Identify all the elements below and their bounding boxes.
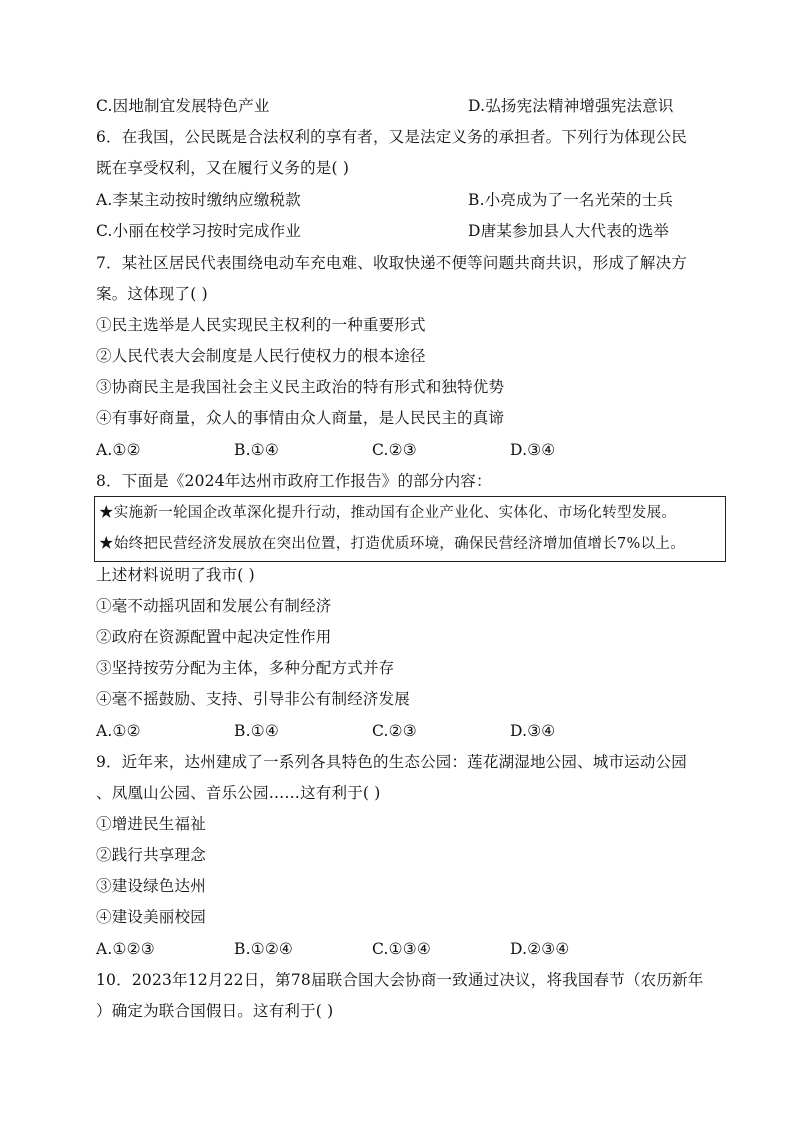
q7-item-2: ②人民代表大会制度是人民行使权力的根本途径 (96, 347, 426, 365)
q6-option-b: B.小亮成为了一名光荣的士兵 (468, 191, 674, 209)
q8-item-1: ①毫不动摇巩固和发展公有制经济 (96, 597, 332, 615)
q7-stem-line-1: 7．某社区居民代表围绕电动车充电难、收取快递不便等问题共商共识，形成了解决方 (96, 254, 687, 272)
q9-option-d: D.②③④ (510, 940, 570, 958)
q8-item-2: ②政府在资源配置中起决定性作用 (96, 628, 332, 646)
q6-option-c: C.小丽在校学习按时完成作业 (96, 222, 302, 240)
q8-item-4: ④毫不摇鼓励、支持、引导非公有制经济发展 (96, 690, 411, 708)
q10-stem-line-1: 10．2023年12月22日，第78届联合国大会协商一致通过决议，将我国春节（农历新年 (96, 971, 704, 989)
q9-option-b: B.①②④ (234, 940, 294, 958)
q7-item-3: ③协商民主是我国社会主义民主政治的特有形式和独特优势 (96, 378, 505, 396)
q6-option-d: D唐某参加县人大代表的选举 (468, 222, 670, 240)
q6-stem-line-1: 6．在我国，公民既是合法权利的享有者，又是法定义务的承担者。下列行为体现公民 (96, 128, 687, 146)
q9-item-2: ②践行共享理念 (96, 846, 206, 864)
q8-stem-after: 上述材料说明了我市( ) (96, 566, 255, 584)
q7-option-c: C.②③ (372, 441, 417, 459)
q7-stem-line-2: 案。这体现了( ) (96, 285, 208, 303)
q6-option-row-2 (96, 221, 670, 241)
q10-stem-line-2: ）确定为联合国假日。这有利于( ) (96, 1002, 334, 1020)
q8-option-b: B.①④ (234, 722, 279, 740)
q7-option-b: B.①④ (234, 441, 279, 459)
q8-material-box (94, 496, 726, 562)
q7-option-a: A.①② (96, 441, 141, 459)
q8-option-c: C.②③ (372, 722, 417, 740)
q9-item-3: ③建设绿色达州 (96, 877, 206, 895)
q9-item-4: ④建设美丽校园 (96, 908, 206, 926)
q5-option-c: C.因地制宜发展特色产业 (96, 97, 270, 115)
q7-item-4: ④有事好商量，众人的事情由众人商量，是人民民主的真谛 (96, 409, 505, 427)
q8-material-line-1: ★实施新一轮国企改革深化提升行动，推动国有企业产业化、实体化、市场化转型发展。 (99, 505, 677, 521)
q9-item-1: ①增进民生福祉 (96, 815, 206, 833)
q9-option-a: A.①②③ (96, 940, 155, 958)
q6-stem-line-2: 既在享受权利，又在履行义务的是( ) (96, 159, 350, 177)
q8-option-d: D.③④ (510, 722, 556, 740)
q8-item-3: ③坚持按劳分配为主体，多种分配方式并存 (96, 659, 395, 677)
q8-stem: 8．下面是《2024年达州市政府工作报告》的部分内容： (96, 472, 492, 490)
q7-item-1: ①民主选举是人民实现民主权利的一种重要形式 (96, 316, 426, 334)
q8-option-a: A.①② (96, 722, 141, 740)
q5-option-row (96, 96, 674, 116)
q5-option-d: D.弘扬宪法精神增强宪法意识 (468, 97, 674, 115)
q8-material-line-2: ★始终把民营经济发展放在突出位置，打造优质环境，确保民营经济增加值增长7%以上。 (99, 536, 685, 552)
q9-stem-line-2: 、凤凰山公园、音乐公园……这有利于( ) (96, 784, 381, 802)
q7-option-d: D.③④ (510, 441, 556, 459)
q6-option-a: A.李某主动按时缴纳应缴税款 (96, 191, 301, 209)
q9-stem-line-1: 9．近年来，达州建成了一系列各具特色的生态公园：莲花湖湿地公园、城市运动公园 (96, 753, 687, 771)
q9-option-c: C.①③④ (372, 940, 431, 958)
q6-option-row-1 (96, 190, 674, 210)
